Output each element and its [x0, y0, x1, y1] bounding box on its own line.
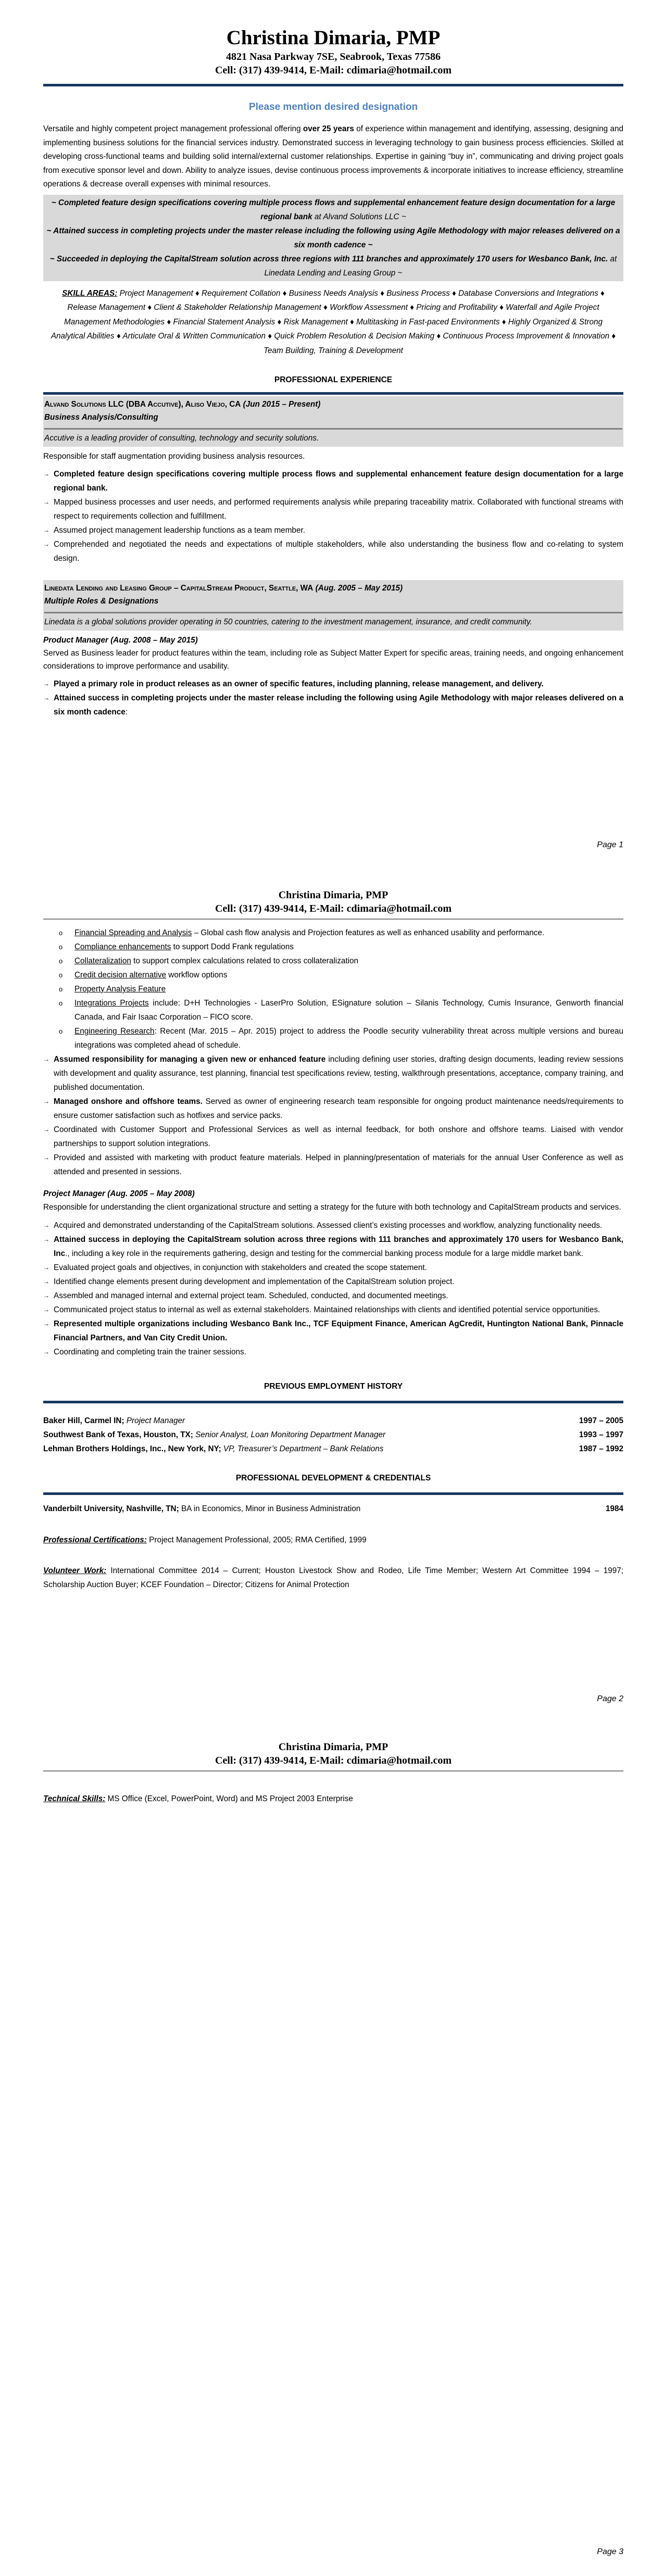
- project-item: o Credit decision alternative workflow options: [59, 968, 623, 982]
- company-name: Alvand Solutions LLC (DBA Accutive), Aliso Viejo, CA: [44, 400, 241, 409]
- contact-line: Cell: (317) 439-9414, E-Mail: cdimaria@hotmail.com: [215, 65, 452, 76]
- section-rule: [43, 1401, 623, 1403]
- bullet-item: → Represented multiple organizations including Wesbanco Bank Inc., TCF Equipment Finance, American AgCredit, Huntington National Bank, Pinnacle Financial Partners, and Van City Credit Union.: [43, 1317, 623, 1345]
- role-summary: Served as Business leader for product features within the team, including role as Subject Matter Expert for specific areas, training needs, and ongoing enhancement considerations to improve performance and usability.: [43, 649, 623, 671]
- candidate-name: Christina Dimaria, PMP: [278, 1741, 389, 1753]
- bullet-item: → Mapped business processes and user needs, and performed requirements analysis while preparing traceability matrix. Collaborated with functional streams with respect to requirements collection and fulfillment.: [43, 495, 623, 523]
- company-about: Linedata is a global solutions provider operating in 50 countries, catering to the investment management, insurance, and credit community.: [44, 618, 532, 626]
- volunteer-work: Volunteer Work: International Committee 2014 – Current; Houston Livestock Show and Rodeo, Life Time Member; Western Art Committee 1994 – 1997; Scholarship Auction Buyer; KCEF Foundation – Director; Citizens for Animal Protection: [43, 1566, 623, 1589]
- bullet-item: → Coordinated with Customer Support and Professional Services as well as internal feedback, for both onshore and offshore teams. Liaised with vendor partnerships to support solution integrations.: [43, 1123, 623, 1151]
- project-item: o Integrations Projects include: D+H Technologies - LaserPro Solution, ESignature solution – Silanis Technology, Cumis Insurance, Genworth financial Canada, and Fair Isaac Corporation – FICO score.: [59, 996, 623, 1024]
- highlight-item: ~ Attained success in completing projects under the master release including the following using Agile Methodology with major releases delivered on a six month cadence ~: [46, 226, 620, 249]
- page-number: Page 2: [597, 1694, 623, 1703]
- contact-line: Cell: (317) 439-9414, E-Mail: cdimaria@hotmail.com: [215, 1755, 452, 1766]
- header-rule: [43, 919, 623, 920]
- job-header-alvand: [43, 396, 623, 447]
- job-header-linedata: [43, 580, 623, 631]
- header-rule: [43, 1770, 623, 1771]
- linedata-role1-bullets-b: [43, 1052, 623, 1179]
- technical-skills: Technical Skills: MS Office (Excel, PowerPoint, Word) and MS Project 2003 Enterprise: [43, 1794, 353, 1803]
- project-item: o Financial Spreading and Analysis – Global cash flow analysis and Projection features as well as enhanced usability and performance.: [59, 926, 623, 940]
- header-rule: [43, 84, 623, 86]
- bullet-item: → Identified change elements present during development and implementation of the CapitalStream solution project.: [43, 1275, 623, 1289]
- summary-text: Versatile and highly competent project management professional offering: [43, 124, 303, 133]
- skill-areas: [43, 286, 623, 358]
- highlight-item: ~ Succeeded in deploying the CapitalStream solution across three regions with 111 branches and approximately 170 users for Wesbanco Bank, Inc. at Linedata Lending and Leasing Group ~: [49, 254, 617, 278]
- page-number: Page 1: [597, 840, 623, 849]
- company-name: Linedata Lending and Leasing Group – CapitalStream Product, Seattle, WA: [44, 584, 314, 593]
- employment-row: Lehman Brothers Holdings, Inc., New York, NY; VP, Treasurer’s Department – Bank Relations 1987 – 1992: [43, 1444, 623, 1453]
- project-item: o Compliance enhancements to support Dodd Frank regulations: [59, 940, 623, 954]
- bullet-item: → Assembled and managed internal and external project team. Scheduled, conducted, and documented meetings.: [43, 1289, 623, 1303]
- project-item: o Collateralization to support complex calculations related to cross collateralization: [59, 954, 623, 968]
- desired-designation: Please mention desired designation: [248, 102, 418, 112]
- bullet-item: → Completed feature design specifications covering multiple process flows and supplemental enhancement feature design documentation for a large regional bank.: [43, 467, 623, 495]
- page-1: [0, 0, 664, 859]
- bullet-item: → Assumed project management leadership functions as a team member.: [43, 523, 623, 537]
- employment-row: Baker Hill, Carmel IN; Project Manager 1997 – 2005: [43, 1416, 623, 1425]
- bullet-item: → Provided and assisted with marketing with product feature materials. Helped in planning/presentation of materials for the annual User Conference as well as attended and presented in sessions.: [43, 1151, 623, 1179]
- project-list: [59, 926, 623, 1052]
- job-title: Business Analysis/Consulting: [44, 413, 158, 422]
- job-summary: Responsible for staff augmentation providing business analysis resources.: [43, 452, 305, 461]
- bullet-item: → Managed onshore and offshore teams. Served as owner of engineering research team responsible for ongoing product maintenance needs/requirements to ensure customer satisfaction such as hotfixes and service packs.: [43, 1095, 623, 1123]
- highlight-item: ~ Completed feature design specifications covering multiple process flows and supplemental enhancement feature design documentation for a large regional bank at Alvand Solutions LLC ~: [51, 198, 616, 221]
- address: 4821 Nasa Parkway 7SE, Seabrook, Texas 77586: [226, 51, 441, 62]
- bullet-item: → Attained success in completing projects under the master release including the following using Agile Methodology with major releases delivered on a six month cadence:: [43, 691, 623, 719]
- bullet-item: → Assumed responsibility for managing a given new or enhanced feature including defining user stories, drafting design documents, leading review sessions with development and quality assurance, test planning, financial test specifications review, testing, walkthrough presentations, acceptance, company training, and published documentation.: [43, 1052, 623, 1095]
- bullet-item: → Attained success in deploying the CapitalStream solution across three regions with 111 branches and approximately 170 users for Wesbanco Bank, Inc., including a key role in the requirements gathering, design and testing for the commercial banking process module for a large middle market bank.: [43, 1233, 623, 1261]
- bullet-item: → Comprehended and negotiated the needs and expectations of multiple stakeholders, while also understanding the business flow and co-relating to system design.: [43, 537, 623, 566]
- education-row: Vanderbilt University, Nashville, TN; BA in Economics, Minor in Business Administration 1984: [43, 1504, 623, 1513]
- previous-employment-list: [43, 1414, 623, 1456]
- page-2: [0, 859, 664, 1718]
- company-about: Accutive is a leading provider of consulting, technology and security solutions.: [44, 434, 319, 443]
- skill-areas-label: SKILL AREAS:: [62, 288, 118, 298]
- contact-line: Cell: (317) 439-9414, E-Mail: cdimaria@hotmail.com: [215, 903, 452, 914]
- section-rule: [43, 392, 623, 395]
- role-title: Product Manager (Aug. 2008 – May 2015): [43, 636, 198, 645]
- job-dates: (Jun 2015 – Present): [241, 400, 321, 409]
- skill-areas-list: Project Management ♦ Requirement Collation ♦ Business Needs Analysis ♦ Business Process ♦ Database Conversions and Integrations ♦ Release Management ♦ Client & Stakeholder Relationship Management ♦ Workflow Assessment ♦ Pricing and Profitability ♦ Waterfall and Agile Project Management Methodologies ♦ Financial Statement Analysis ♦ Risk Management ♦ Multitasking in Fast-paced Environments ♦ Highly Organized & Strong Analytical Abilities ♦ Articulate Oral & Written Communication ♦ Quick Problem Resolution & Decision Making ♦ Continuous Process Improvement & Innovation ♦ Team Building, Training & Development: [51, 288, 616, 355]
- highlights-box: [43, 195, 623, 281]
- section-rule: [43, 1492, 623, 1495]
- job-dates: (Aug. 2005 – May 2015): [313, 584, 403, 593]
- certifications: Professional Certifications: Project Management Professional, 2005; RMA Certified, 1999: [43, 1536, 367, 1544]
- bullet-item: → Played a primary role in product releases as an owner of specific features, including planning, release management, and delivery.: [43, 677, 623, 691]
- alvand-bullets: [43, 467, 623, 566]
- summary-text-2: of experience within management and identifying, assessing, designing and implementing business solutions for the financial services industry. Demonstrated success in leveraging technology to gain business process efficiencies. Skilled at developing cross-functional teams and building solid internal/external customer relationships. Expertise in gaining “buy in”, communicating and driving project goals from executive sponsor level and down. Ability to analyze issues, devise continuous process improvements & incorporate initiatives to increase efficiency, streamline operations & decrease overall expenses with minimal resources.: [43, 124, 624, 189]
- project-item: o Engineering Research: Recent (Mar. 2015 – Apr. 2015) project to address the Poodle security vulnerability threat across multiple versions and bureau integrations was completed ahead of schedule.: [59, 1024, 623, 1052]
- candidate-name: Christina Dimaria, PMP: [278, 889, 389, 901]
- bullet-item: → Coordinating and completing train the trainer sessions.: [43, 1345, 623, 1359]
- linedata-role2-bullets: [43, 1218, 623, 1359]
- summary-bold: over 25 years: [303, 124, 354, 133]
- section-title-experience: PROFESSIONAL EXPERIENCE: [274, 375, 393, 384]
- role-summary: Responsible for understanding the client organizational structure and setting a strategy for the future with both technology and CapitalStream products and services.: [43, 1203, 621, 1212]
- bullet-item: → Communicated project status to internal as well as external stakeholders. Maintained relationships with clients and identified potential service opportunities.: [43, 1303, 623, 1317]
- employment-row: Southwest Bank of Texas, Houston, TX; Senior Analyst, Loan Monitoring Department Manager 1993 – 1997: [43, 1430, 623, 1439]
- page-3: [0, 1718, 664, 2576]
- candidate-name: Christina Dimaria, PMP: [226, 27, 441, 49]
- profile-summary: [43, 122, 623, 192]
- project-item: o Property Analysis Feature: [59, 982, 623, 996]
- section-title-previous: PREVIOUS EMPLOYMENT HISTORY: [264, 1382, 403, 1391]
- bullet-item: → Acquired and demonstrated understanding of the CapitalStream solutions. Assessed client’s existing processes and workflow, analyzing functionality needs.: [43, 1218, 623, 1233]
- job-title: Multiple Roles & Designations: [44, 597, 159, 606]
- role-title: Project Manager (Aug. 2005 – May 2008): [43, 1189, 195, 1198]
- section-title-credentials: PROFESSIONAL DEVELOPMENT & CREDENTIALS: [235, 1474, 431, 1482]
- page-number: Page 3: [597, 2547, 623, 2556]
- linedata-role1-bullets-a: [43, 677, 623, 719]
- bullet-item: → Evaluated project goals and objectives, in conjunction with stakeholders and created the scope statement.: [43, 1261, 623, 1275]
